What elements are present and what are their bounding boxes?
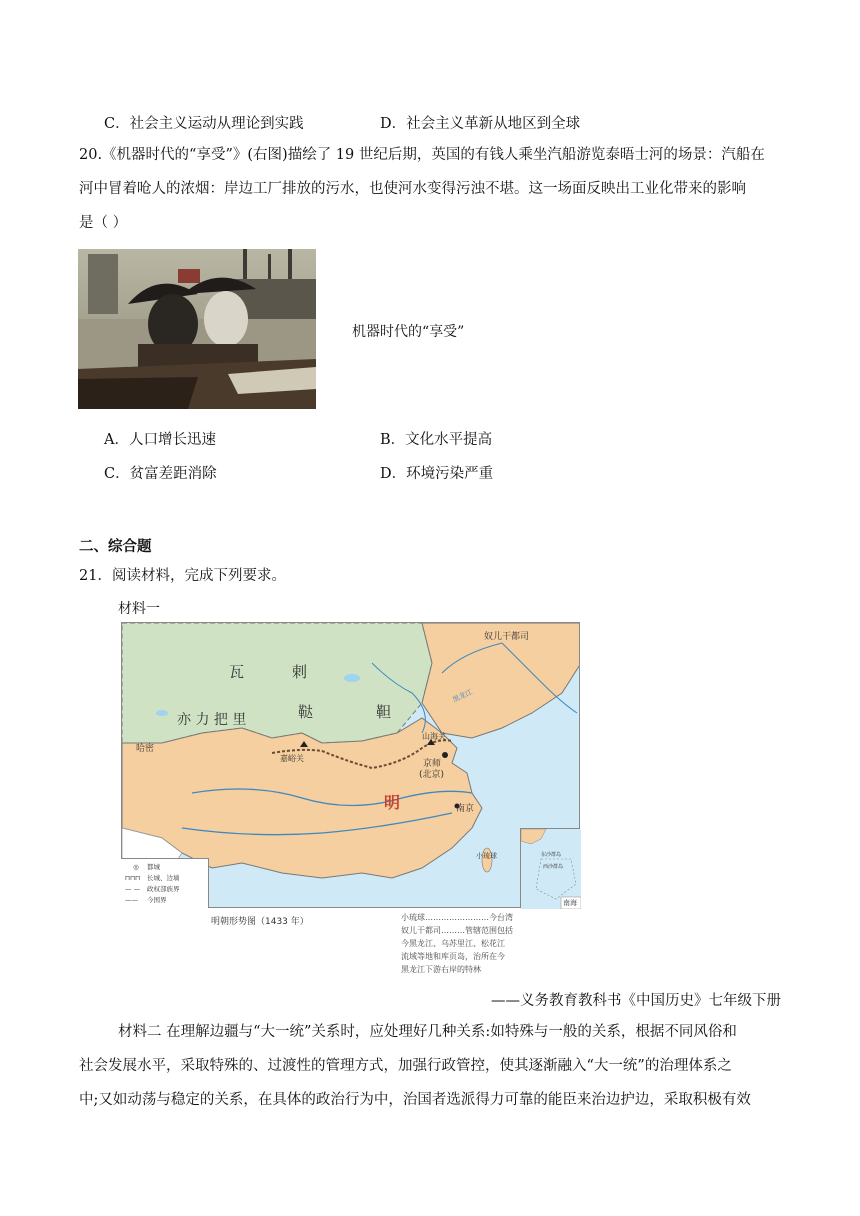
- inset-label-nanhai: 南海: [563, 899, 577, 907]
- q20-stem-line-2: 河中冒着呛人的浓烟：岸边工厂排放的污水，也使河水变得污浊不堪。这一场面反映出工业化带来的影响: [79, 181, 746, 197]
- q20-option-c: C．贫富差距消除: [104, 466, 217, 482]
- map-label-beijing: (北京): [419, 770, 445, 780]
- map-label-xiaoliuqiu: 小琉球: [476, 852, 497, 860]
- material2-line-3: 中;又如动荡与稳定的关系，在具体的政治行为中，治国者选派得力可靠的能臣来治边护边，采取积极有效: [79, 1092, 751, 1108]
- q20-stem-line-3: 是（ ）: [79, 215, 128, 231]
- q19-option-d: D．社会主义革新从地区到全球: [380, 116, 581, 132]
- regime-border-icon: — —: [125, 885, 141, 893]
- q20-option-d: D．环境污染严重: [380, 466, 494, 482]
- map-label-da: 鞑: [298, 703, 314, 721]
- map-label-shanhaiguan: 山海关: [422, 732, 446, 741]
- q21-prompt: 21．阅读材料，完成下列要求。: [79, 568, 286, 584]
- map-note-2: 奴儿干都司………管辖范围包括: [401, 926, 513, 935]
- q20-option-a: A．人口增长迅速: [104, 432, 216, 448]
- south-sea-inset: [520, 828, 580, 908]
- capital-icon: ◎: [133, 863, 139, 871]
- section-title: 二、综合题: [79, 538, 152, 555]
- map-note-1: 小琉球……………………今台湾: [401, 913, 513, 922]
- material1-label: 材料一: [118, 601, 160, 617]
- map-label-river: 黑龙江: [451, 687, 474, 705]
- map-label-la: 剌: [292, 663, 308, 681]
- material1-source: ——义务教育教科书《中国历史》七年级下册: [491, 993, 781, 1009]
- map-note-3: 今黑龙江、乌苏里江、松花江: [401, 939, 505, 948]
- wall-icon: ⊓⊓⊓: [125, 874, 141, 882]
- q20-stem-line-1: 20.《机器时代的“享受”》(右图)描绘了 19 世纪后期，英国的有钱人乘坐汽船游览泰晤士河的场景：汽船在: [79, 147, 765, 163]
- material2-line-1: 材料二 在理解边疆与“大一统”关系时，应处理好几种关系:如特殊与一般的关系，根据不同风俗和: [118, 1024, 737, 1040]
- q20-option-b: B．文化水平提高: [380, 432, 493, 448]
- map-label-jingshi: 京师: [423, 759, 442, 769]
- inset-label-xisha: 西沙群岛: [543, 864, 564, 870]
- painting-caption: 机器时代的“享受”: [352, 324, 465, 340]
- q19-option-c: C．社会主义运动从理论到实践: [104, 116, 304, 132]
- legend-wall: 长城、边墙: [147, 874, 180, 882]
- map-label-wala: 瓦: [229, 663, 245, 681]
- map-note-4: 流域等地和库页岛，治所在今: [401, 952, 505, 961]
- legend-capital: 都城: [147, 863, 160, 871]
- map-legend: [121, 858, 209, 908]
- map-notes: [121, 908, 580, 982]
- map-label-nuergan: 奴儿干都司: [484, 632, 530, 642]
- map-label-ming: 明: [384, 793, 401, 812]
- map-label-hami: 哈密: [136, 744, 155, 754]
- map-label-jiayuguan: 嘉峪关: [280, 754, 304, 763]
- legend-modern: 今国界: [147, 896, 167, 904]
- legend-regime: 政权部族界: [147, 885, 180, 893]
- painting-image: [78, 249, 316, 409]
- inset-label-dongsha: 东沙群岛: [541, 852, 562, 858]
- material2-line-2: 社会发展水平，采取特殊的、过渡性的管理方式，加强行政管控，使其逐渐融入“大一统”的治理体系之: [79, 1058, 732, 1074]
- map-label-da2: 靼: [376, 703, 392, 721]
- map-caption: 明朝形势图（1433 年）: [211, 917, 309, 927]
- map-note-5: 黑龙江下游右岸的特林: [401, 965, 481, 974]
- modern-border-icon: ——: [125, 896, 138, 904]
- map-label-nanjing: 南京: [456, 804, 475, 814]
- map-label-yilibali: 亦 力 把 里: [177, 712, 247, 728]
